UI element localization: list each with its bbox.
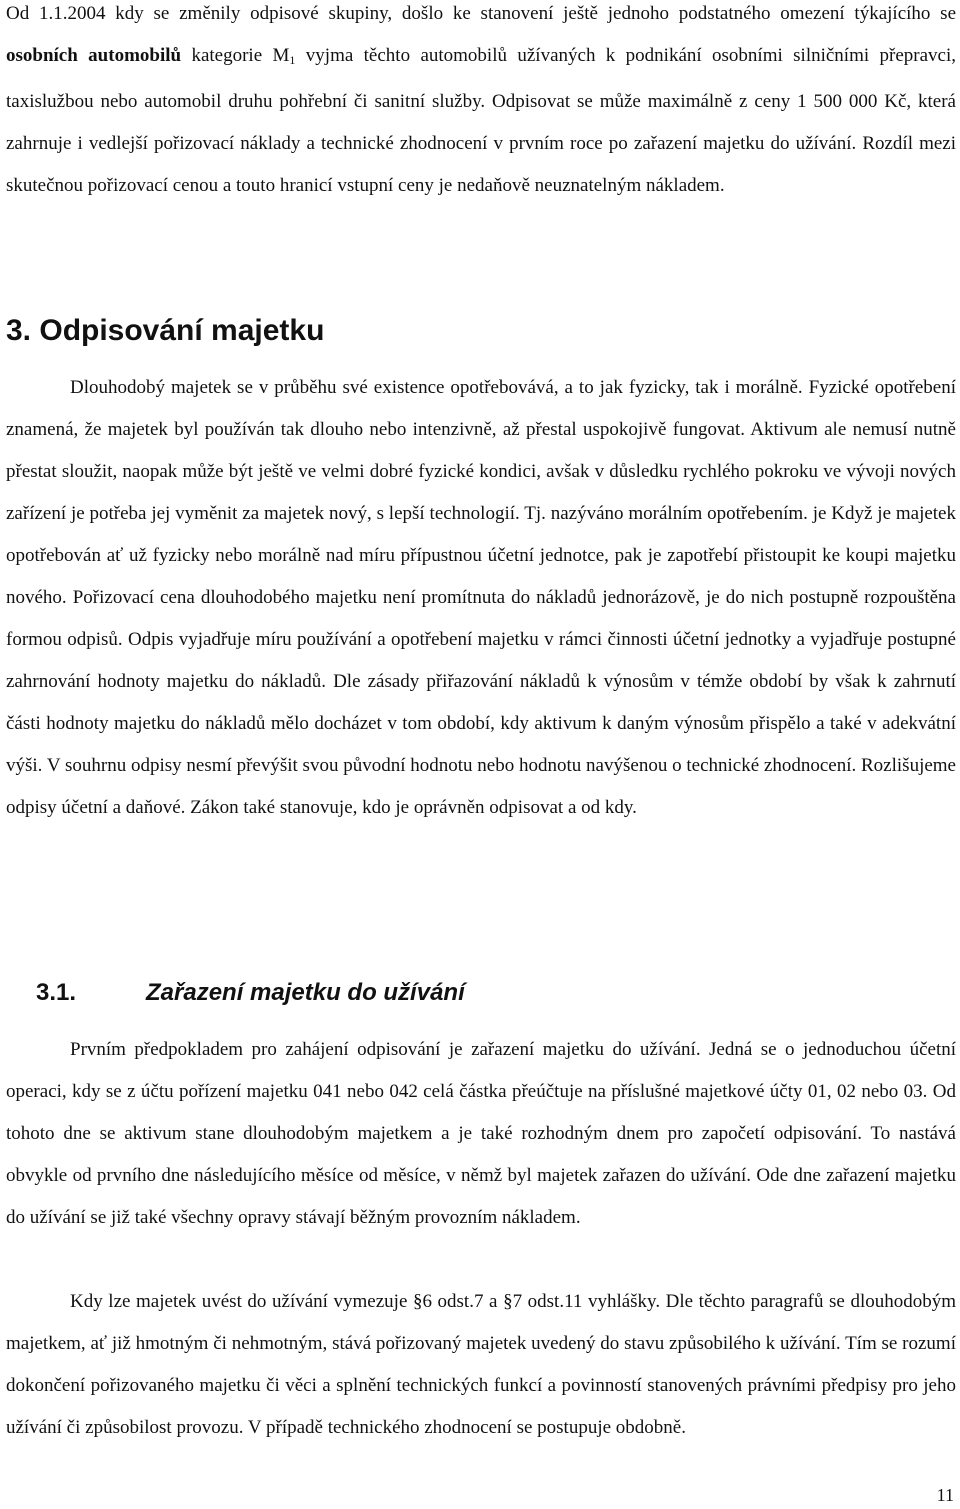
page-number: 11 (936, 1485, 954, 1505)
bold-term: osobních automobilů (6, 45, 182, 66)
subsection-number: 3.1. (36, 979, 77, 1006)
section-heading-3: 3. Odpisování majetku (6, 314, 325, 347)
subsection-heading-3-1 (36, 975, 465, 1011)
paragraph-depreciation-intro: Dlouhodobý majetek se v průběhu své existence opotřebovává, a to jak fyzicky, tak i morálně. Fyzické opotřebení znamená, že majetek byl používán tak dlouho nebo intenzivně, až přestal uspokojivě fungovat. Aktivum ale nemusí nutně přestat sloužit, naopak může být ještě ve velmi dobré fyzické kondici, avšak v důsledku rychlého pokroku ve vývoji nových zařízení je potřeba jej vyměnit za majetek nový, s lepší technologií. Tj. nazýváno morálním opotřebením. je Když je majetek opotřebován ať už fyzicky nebo morálně nad míru přípustnou účetní jednotce, pak je zapotřebí přistoupit ke koupi majetku nového. Pořizovací cena dlouhodobého majetku není promítnuta do nákladů jednorázově, je do nich postupně rozpouštěna formou odpisů. Odpis vyjadřuje míru používání a opotřebení majetku v rámci činnosti účetní jednotky a vyjadřuje postupné zahrnování hodnoty majetku do nákladů. Dle zásady přiřazování nákladů k výnosům v témže období by však k zahrnutí části hodnoty majetku do nákladů mělo docházet v tom období, kdy aktivum k daným výnosům přispělo a také v adekvátní výši. V souhrnu odpisy nesmí převýšit svou původní hodnotu nebo hodnotu navýšenou o technické zhodnocení. Rozlišujeme odpisy účetní a daňové. Zákon také stanovuje, kdo je oprávněn odpisovat a od kdy. (6, 377, 956, 818)
paragraph-text: Od 1.1.2004 kdy se změnily odpisové skupiny, došlo ke stanovení ještě jednoho podstatného omezení týkajícího se (6, 3, 956, 24)
paragraph-text: kategorie M (181, 45, 290, 66)
paragraph-placing-into-use: Prvním předpokladem pro zahájení odpisování je zařazení majetku do užívání. Jedná se o jednoduchou účetní operaci, kdy se z účtu pořízení majetku 041 nebo 042 celá částka přeúčtuje na příslušné majetkové účty 01, 02 nebo 03. Od tohoto dne se aktivum stane dlouhodobým majetkem a je také rozhodným dnem pro započetí odpisování. To nastává obvykle od prvního dne následujícího měsíce od měsíce, v němž byl majetek zařazen do užívání. Ode dne zařazení majetku do užívání se již také všechny opravy stávají běžným provozním nákladem. (6, 1039, 956, 1228)
paragraph-car-depreciation-limit (6, 0, 956, 207)
subscript: 1 (289, 53, 296, 67)
paragraph-legal-basis: Kdy lze majetek uvést do užívání vymezuje §6 odst.7 a §7 odst.11 vyhlášky. Dle těchto paragrafů se dlouhodobým majetkem, ať již hmotným či nehmotným, stává pořizovaný majetek uvedený do stavu způsobilého k užívání. Tím se rozumí dokončení pořizovaného majetku či věci a splnění technických funkcí a povinností stanovených právními předpisy pro jeho užívání či způsobilost provozu. V případě technického zhodnocení se postupuje obdobně. (6, 1291, 956, 1438)
paragraph-text: vyjma těchto automobilů užívaných k podnikání osobními silničními přepravci, taxislužbou nebo automobil druhu pohřební či sanitní služby. Odpisovat se může maximálně z ceny 1 500 000 Kč, která zahrnuje i vedlejší pořizovací náklady a technické zhodnocení v prvním roce po zařazení majetku do užívání. Rozdíl mezi skutečnou pořizovací cenou a touto hranicí vstupní ceny je nedaňově neuznatelným nákladem. (6, 45, 956, 196)
subsection-title: Zařazení majetku do užívání (146, 979, 465, 1006)
